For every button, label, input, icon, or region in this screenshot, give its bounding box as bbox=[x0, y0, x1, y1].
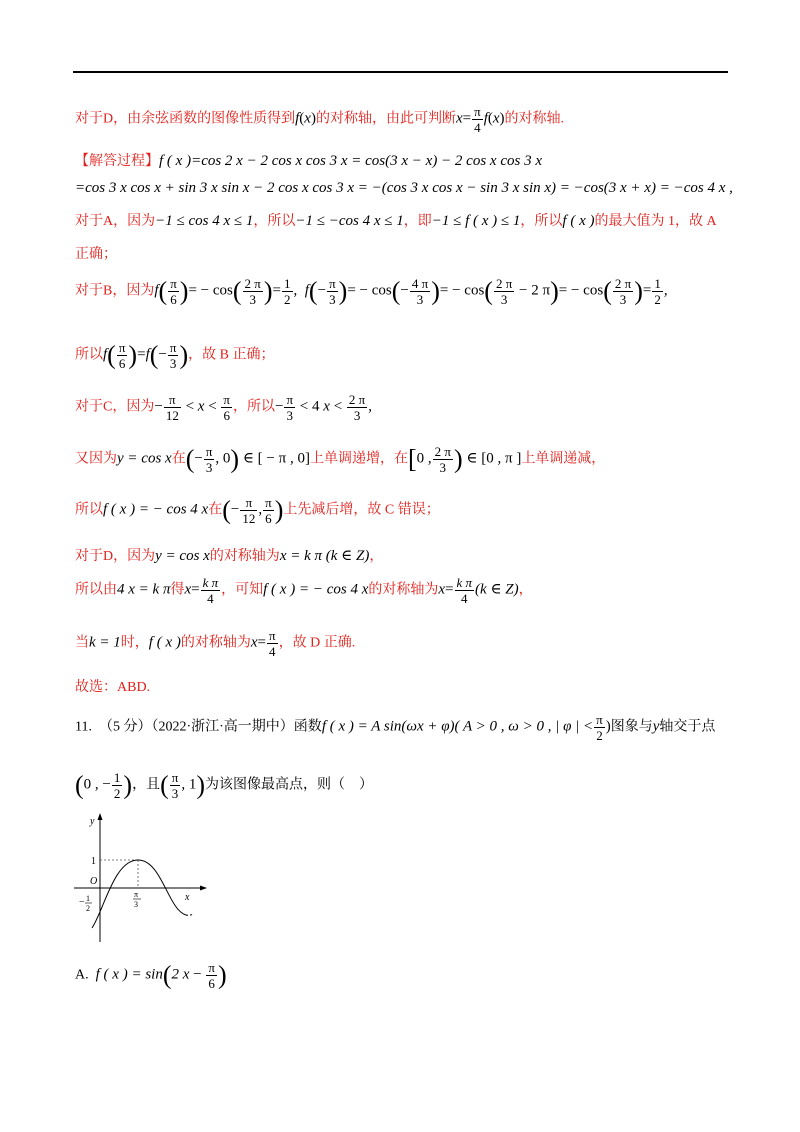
line-14: 故选：ABD. bbox=[75, 680, 151, 695]
option-a[interactable]: A. f ( x ) = sin(2 x − $\frac{\pi}{6}$ ) bbox=[75, 960, 227, 991]
fraction: $\frac{\pi}{4}$ bbox=[474, 104, 481, 135]
tick-neg-half-num: 1 bbox=[86, 894, 90, 903]
line-12: 所以由4 x = k π得x= $\frac{\text{k π}}{4}$ ，可知f ( x ) = − cos 4 x的对称轴为x= $\frac{\text{k π}}{4}$ (k ∈ Z)， bbox=[75, 575, 533, 606]
line-10: 所以f ( x ) = − cos 4 x在(− $\frac{\pi}{12}$ , $\frac{\pi}{6}$ )上先减后增，故 C 错误； bbox=[75, 495, 440, 526]
tick-neg-half-sign: − bbox=[79, 897, 85, 908]
line-11: 对于D，因为y = cos x的对称轴为x = k π (k ∈ Z)， bbox=[75, 548, 384, 564]
line-3: =cos 3 x cos x + sin 3 x sin x − 2 cos x cos 3 x = −(cos 3 x cos x − sin 3 x sin x) = −cos(3 x + x) = −cos 4 x , bbox=[75, 180, 733, 196]
origin-label: O bbox=[90, 876, 98, 887]
line-9: 又因为y = cos x在(− $\frac{\pi}{3}$ , 0) ∈ [ − π , 0]上单调递增，在[0 , $\frac{2 \pi}{3}$ ) ∈ [0 , π ]上单调递减， bbox=[75, 444, 606, 475]
line-2: 【解答过程】f ( x )=cos 2 x − 2 cos x cos 3 x = cos(3 x − x) − 2 cos x cos 3 x bbox=[75, 153, 542, 169]
tick-neg-half-den: 2 bbox=[86, 904, 90, 913]
line-4: 对于A，因为−1 ≤ cos 4 x ≤ 1，所以−1 ≤ −cos 4 x ≤ 1，即−1 ≤ f ( x ) ≤ 1，所以f ( x )的最大值为 1，故 A bbox=[75, 213, 717, 229]
tick-one: 1 bbox=[91, 856, 96, 867]
x-axis-arrow bbox=[200, 886, 207, 891]
fx: f bbox=[295, 110, 300, 127]
line-5: 正确； bbox=[75, 247, 117, 262]
header-rule bbox=[73, 71, 728, 73]
line-8: 对于C，因为− $\frac{\pi}{12}$ < x < $\frac{\pi}{6}$ ，所以− $\frac{\pi}{3}$ < 4 x < $\frac{2 \pi}{3}$ , bbox=[75, 392, 372, 423]
line-6: 对于B，因为f( $\frac{\pi}{6}$ )= − cos( $\frac{2 \pi}{3}$ )= $\frac{1}{2}$ , f(− $\frac{\pi}{3}$ )= − cos(− $\frac{4 \pi}{3}$ )= − cos( $\frac{2 \pi}{3}$ − 2 π)= − cos( $\frac{2 \pi}{3}$ )= $\frac{1}{2}$ , bbox=[75, 276, 668, 307]
curve-solid bbox=[92, 860, 186, 928]
curve-dashed bbox=[186, 914, 193, 915]
function-graph bbox=[70, 810, 210, 945]
line-7: 所以f( $\frac{\pi}{6}$ )=f(− $\frac{\pi}{3}$ )，故 B 正确； bbox=[75, 340, 275, 371]
question-11-line-1: 11. （5 分）（2022·浙江·高一期中）函数f ( x ) = A sin(ωx + φ)( A > 0 , ω > 0 , | φ | < $\frac{\pi}{2}$ )图象与y轴交于点 bbox=[75, 712, 716, 743]
line-1: 对于D，由余弦函数的图像性质得到f(x)的对称轴，由此可判断x= $\frac{\pi}{4}$ f(x)的对称轴. bbox=[75, 104, 565, 135]
y-axis-arrow bbox=[98, 813, 103, 820]
line-13: 当k = 1时，f ( x )的对称轴为x= $\frac{\pi}{4}$ ，故 D 正确. bbox=[75, 628, 356, 659]
x-label: x bbox=[185, 892, 190, 903]
question-11-line-2: (0 , − $\frac{1}{2}$ )，且( $\frac{\pi}{3}$ , 1)为该图像最高点，则（ ） bbox=[75, 770, 373, 801]
tick-pi-den: 3 bbox=[134, 900, 138, 909]
y-label: y bbox=[90, 816, 95, 827]
tick-pi-num: π bbox=[134, 890, 139, 899]
